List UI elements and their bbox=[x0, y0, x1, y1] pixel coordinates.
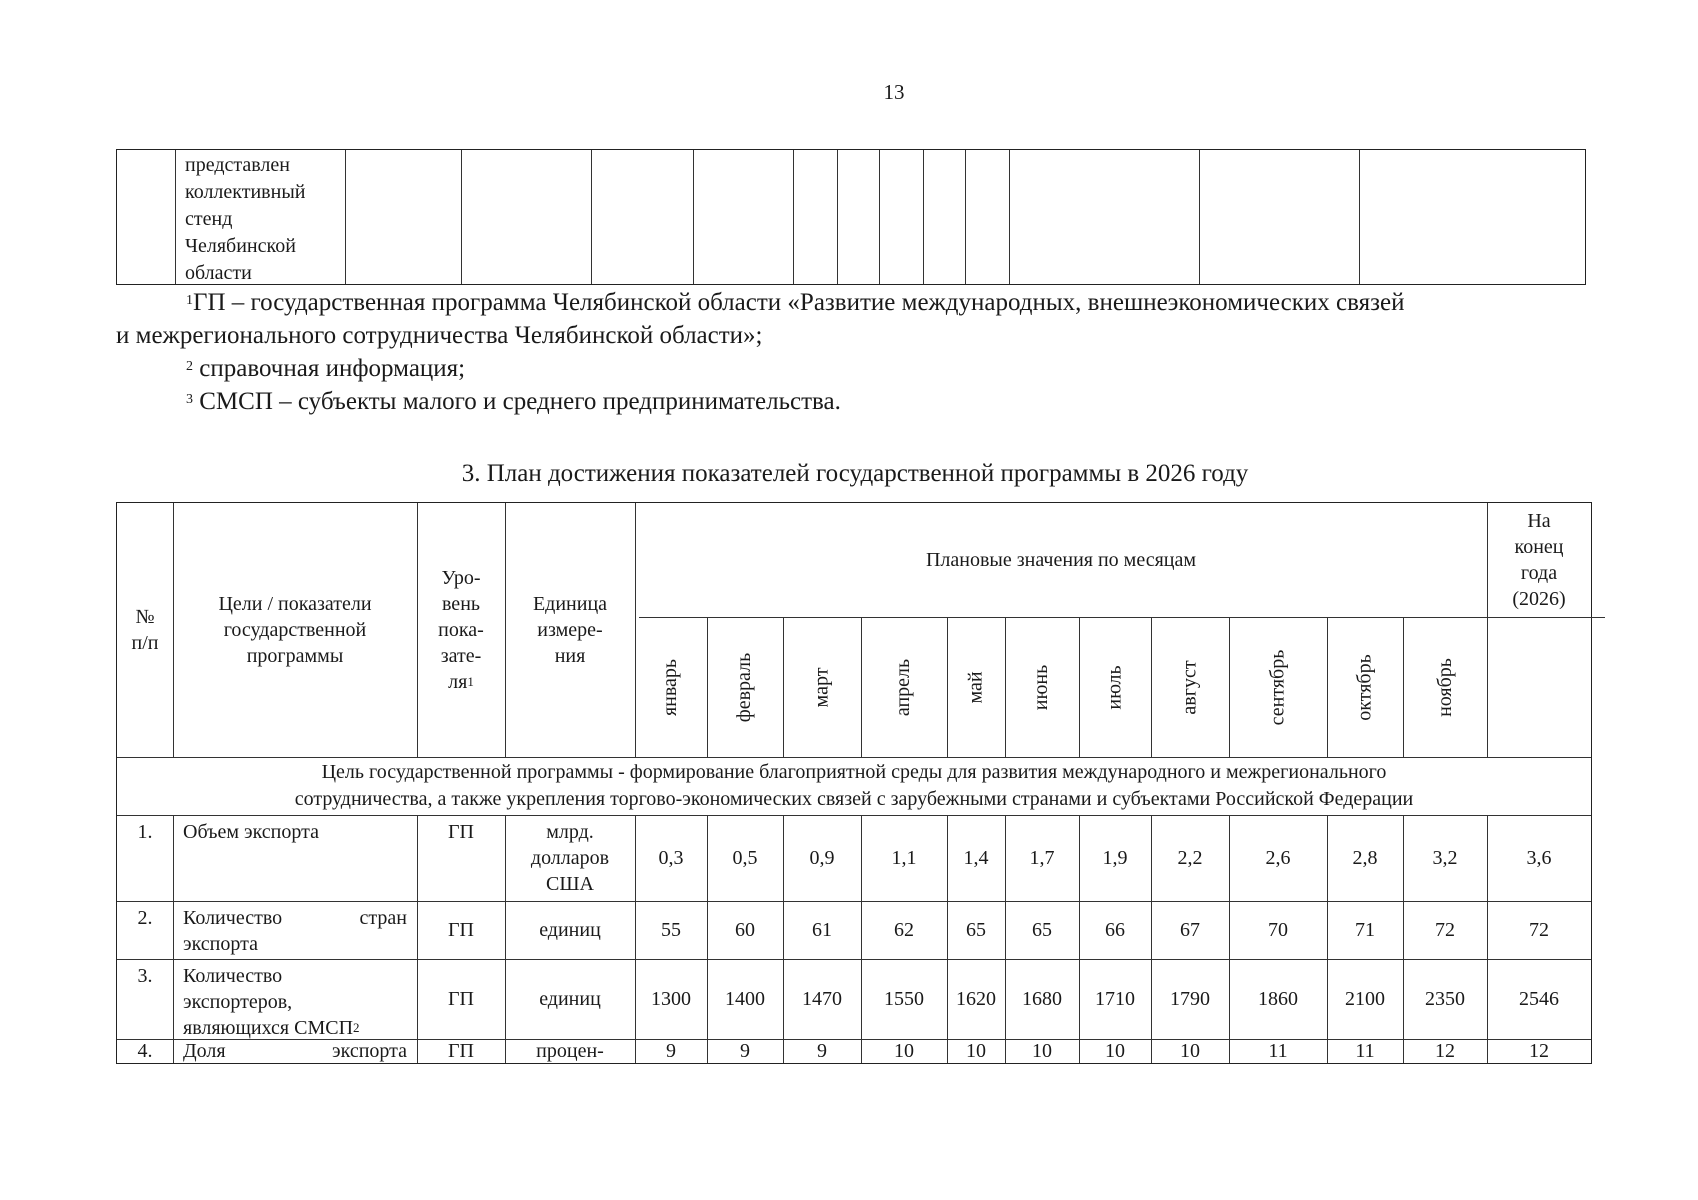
value-cell: 2,6 bbox=[1265, 847, 1291, 869]
cell-divider bbox=[923, 150, 924, 284]
cell-divider bbox=[965, 150, 966, 284]
header-unit: Единица измере- ния bbox=[532, 593, 608, 667]
value-cell: 67 bbox=[1180, 919, 1200, 941]
month-header: сентябрь bbox=[1266, 649, 1289, 725]
value-cell: 1,7 bbox=[1029, 847, 1055, 869]
value-cell: 12 bbox=[1435, 1040, 1455, 1062]
value-cell: 10 bbox=[894, 1040, 914, 1062]
indicator-unit: млрд. долларов США bbox=[530, 821, 610, 895]
value-cell: 1,9 bbox=[1102, 847, 1128, 869]
value-cell: 9 bbox=[666, 1040, 676, 1062]
header-number: № п/п bbox=[131, 606, 159, 654]
continuation-table bbox=[116, 149, 1586, 285]
indicator-unit: единиц bbox=[539, 919, 601, 941]
value-cell: 0,9 bbox=[809, 847, 835, 869]
year-end-value: 3,6 bbox=[1526, 847, 1552, 869]
month-header: август bbox=[1178, 659, 1201, 715]
value-cell: 1790 bbox=[1170, 988, 1210, 1010]
continuation-cell-text: представлен коллективный стенд Челябинской области bbox=[185, 154, 306, 284]
value-cell: 65 bbox=[966, 919, 986, 941]
value-cell: 2350 bbox=[1425, 988, 1465, 1010]
cell-divider bbox=[793, 150, 794, 284]
value-cell: 10 bbox=[1105, 1040, 1125, 1062]
goal-row: Цель государственной программы - формирование благоприятной среды для развития международного и межрегионального сотрудничества, а также укрепления торгово-экономических связей с зарубежными странами и субъектами Российской Федерации bbox=[294, 761, 1414, 810]
indicator-name: Объем экспорта bbox=[183, 821, 319, 843]
month-header: ноябрь bbox=[1433, 657, 1456, 717]
plan-table bbox=[116, 502, 1592, 1064]
value-cell: 55 bbox=[661, 919, 681, 941]
value-cell: 9 bbox=[817, 1040, 827, 1062]
row-number: 2. bbox=[137, 907, 153, 929]
value-cell: 61 bbox=[812, 919, 832, 941]
value-cell: 11 bbox=[1355, 1040, 1375, 1062]
value-cell: 1400 bbox=[725, 988, 765, 1010]
cell-divider bbox=[461, 150, 462, 284]
value-cell: 60 bbox=[735, 919, 755, 941]
value-cell: 72 bbox=[1435, 919, 1455, 941]
header-monthly-values: Плановые значения по месяцам bbox=[925, 549, 1197, 571]
value-cell: 2100 bbox=[1345, 988, 1385, 1010]
footnote-1-continued: и межрегионального сотрудничества Челябинской области»; bbox=[116, 322, 763, 349]
value-cell: 71 bbox=[1355, 919, 1375, 941]
value-cell: 1620 bbox=[956, 988, 996, 1010]
header-year-end: На конец года (2026) bbox=[1512, 510, 1566, 610]
footnote-3: $^3$ СМСП – субъекты малого и среднего предпринимательства. bbox=[186, 388, 841, 415]
value-cell: 1470 bbox=[802, 988, 842, 1010]
value-cell: 10 bbox=[966, 1040, 986, 1062]
indicator-level: ГП bbox=[447, 1040, 474, 1062]
month-header: февраль bbox=[733, 652, 756, 722]
indicator-name: Количество экспортеров, являющихся СМСП$^2$ bbox=[183, 965, 360, 1039]
cell-divider bbox=[1199, 150, 1200, 284]
cell-divider bbox=[879, 150, 880, 284]
header-level: Уро- вень пока- зате- $ля^1$ bbox=[438, 567, 484, 693]
value-cell: 0,3 bbox=[658, 847, 684, 869]
year-end-value: 12 bbox=[1529, 1040, 1549, 1062]
indicator-level: ГП bbox=[447, 919, 474, 941]
header-goals: Цели / показатели государственной программы bbox=[218, 593, 372, 667]
footnote-2: $^2$ справочная информация; bbox=[186, 355, 466, 382]
value-cell: 62 bbox=[894, 919, 914, 941]
page-number: 13 bbox=[883, 80, 905, 104]
value-cell: 1860 bbox=[1258, 988, 1298, 1010]
footnote-1: $^1$ГП – государственная программа Челябинской области «Развитие международных, внешнеэкономических связей bbox=[186, 289, 1405, 316]
cell-divider bbox=[345, 150, 346, 284]
value-cell: 1680 bbox=[1022, 988, 1062, 1010]
month-header: июль bbox=[1103, 664, 1126, 710]
value-cell: 0,5 bbox=[732, 847, 758, 869]
year-end-value: 72 bbox=[1529, 919, 1549, 941]
value-cell: 1710 bbox=[1095, 988, 1135, 1010]
value-cell: 1,1 bbox=[891, 847, 917, 869]
value-cell: 70 bbox=[1268, 919, 1288, 941]
month-header: январь bbox=[659, 658, 682, 716]
value-cell: 1550 bbox=[884, 988, 924, 1010]
value-cell: 1300 bbox=[651, 988, 691, 1010]
month-header: март bbox=[810, 667, 833, 707]
row-number: 1. bbox=[137, 821, 153, 843]
cell-divider bbox=[1009, 150, 1010, 284]
row-number: 3. bbox=[137, 965, 153, 987]
cell-divider bbox=[1359, 150, 1360, 284]
indicator-name: Количество стран экспорта bbox=[183, 907, 407, 955]
indicator-level: ГП bbox=[447, 988, 474, 1010]
value-cell: 10 bbox=[1180, 1040, 1200, 1062]
section-title: 3. План достижения показателей государственной программы в 2026 году bbox=[461, 460, 1249, 487]
cell-divider bbox=[591, 150, 592, 284]
value-cell: 1,4 bbox=[963, 847, 989, 869]
month-header: июнь bbox=[1030, 664, 1053, 710]
indicator-unit: процен- bbox=[536, 1040, 604, 1062]
value-cell: 3,2 bbox=[1432, 847, 1458, 869]
cell-divider bbox=[837, 150, 838, 284]
indicator-unit: единиц bbox=[539, 988, 601, 1010]
cell-divider bbox=[693, 150, 694, 284]
row-number: 4. bbox=[137, 1040, 153, 1062]
value-cell: 66 bbox=[1105, 919, 1125, 941]
cell-divider bbox=[175, 150, 176, 284]
month-header: май bbox=[964, 670, 987, 704]
value-cell: 2,8 bbox=[1352, 847, 1378, 869]
indicator-name: Доля экспорта bbox=[183, 1040, 407, 1062]
value-cell: 10 bbox=[1032, 1040, 1052, 1062]
value-cell: 11 bbox=[1268, 1040, 1288, 1062]
indicator-level: ГП bbox=[447, 821, 474, 843]
value-cell: 9 bbox=[740, 1040, 750, 1062]
value-cell: 65 bbox=[1032, 919, 1052, 941]
value-cell: 2,2 bbox=[1177, 847, 1203, 869]
year-end-value: 2546 bbox=[1519, 988, 1559, 1010]
month-header: октябрь bbox=[1353, 653, 1376, 721]
month-header: апрель bbox=[892, 658, 915, 716]
